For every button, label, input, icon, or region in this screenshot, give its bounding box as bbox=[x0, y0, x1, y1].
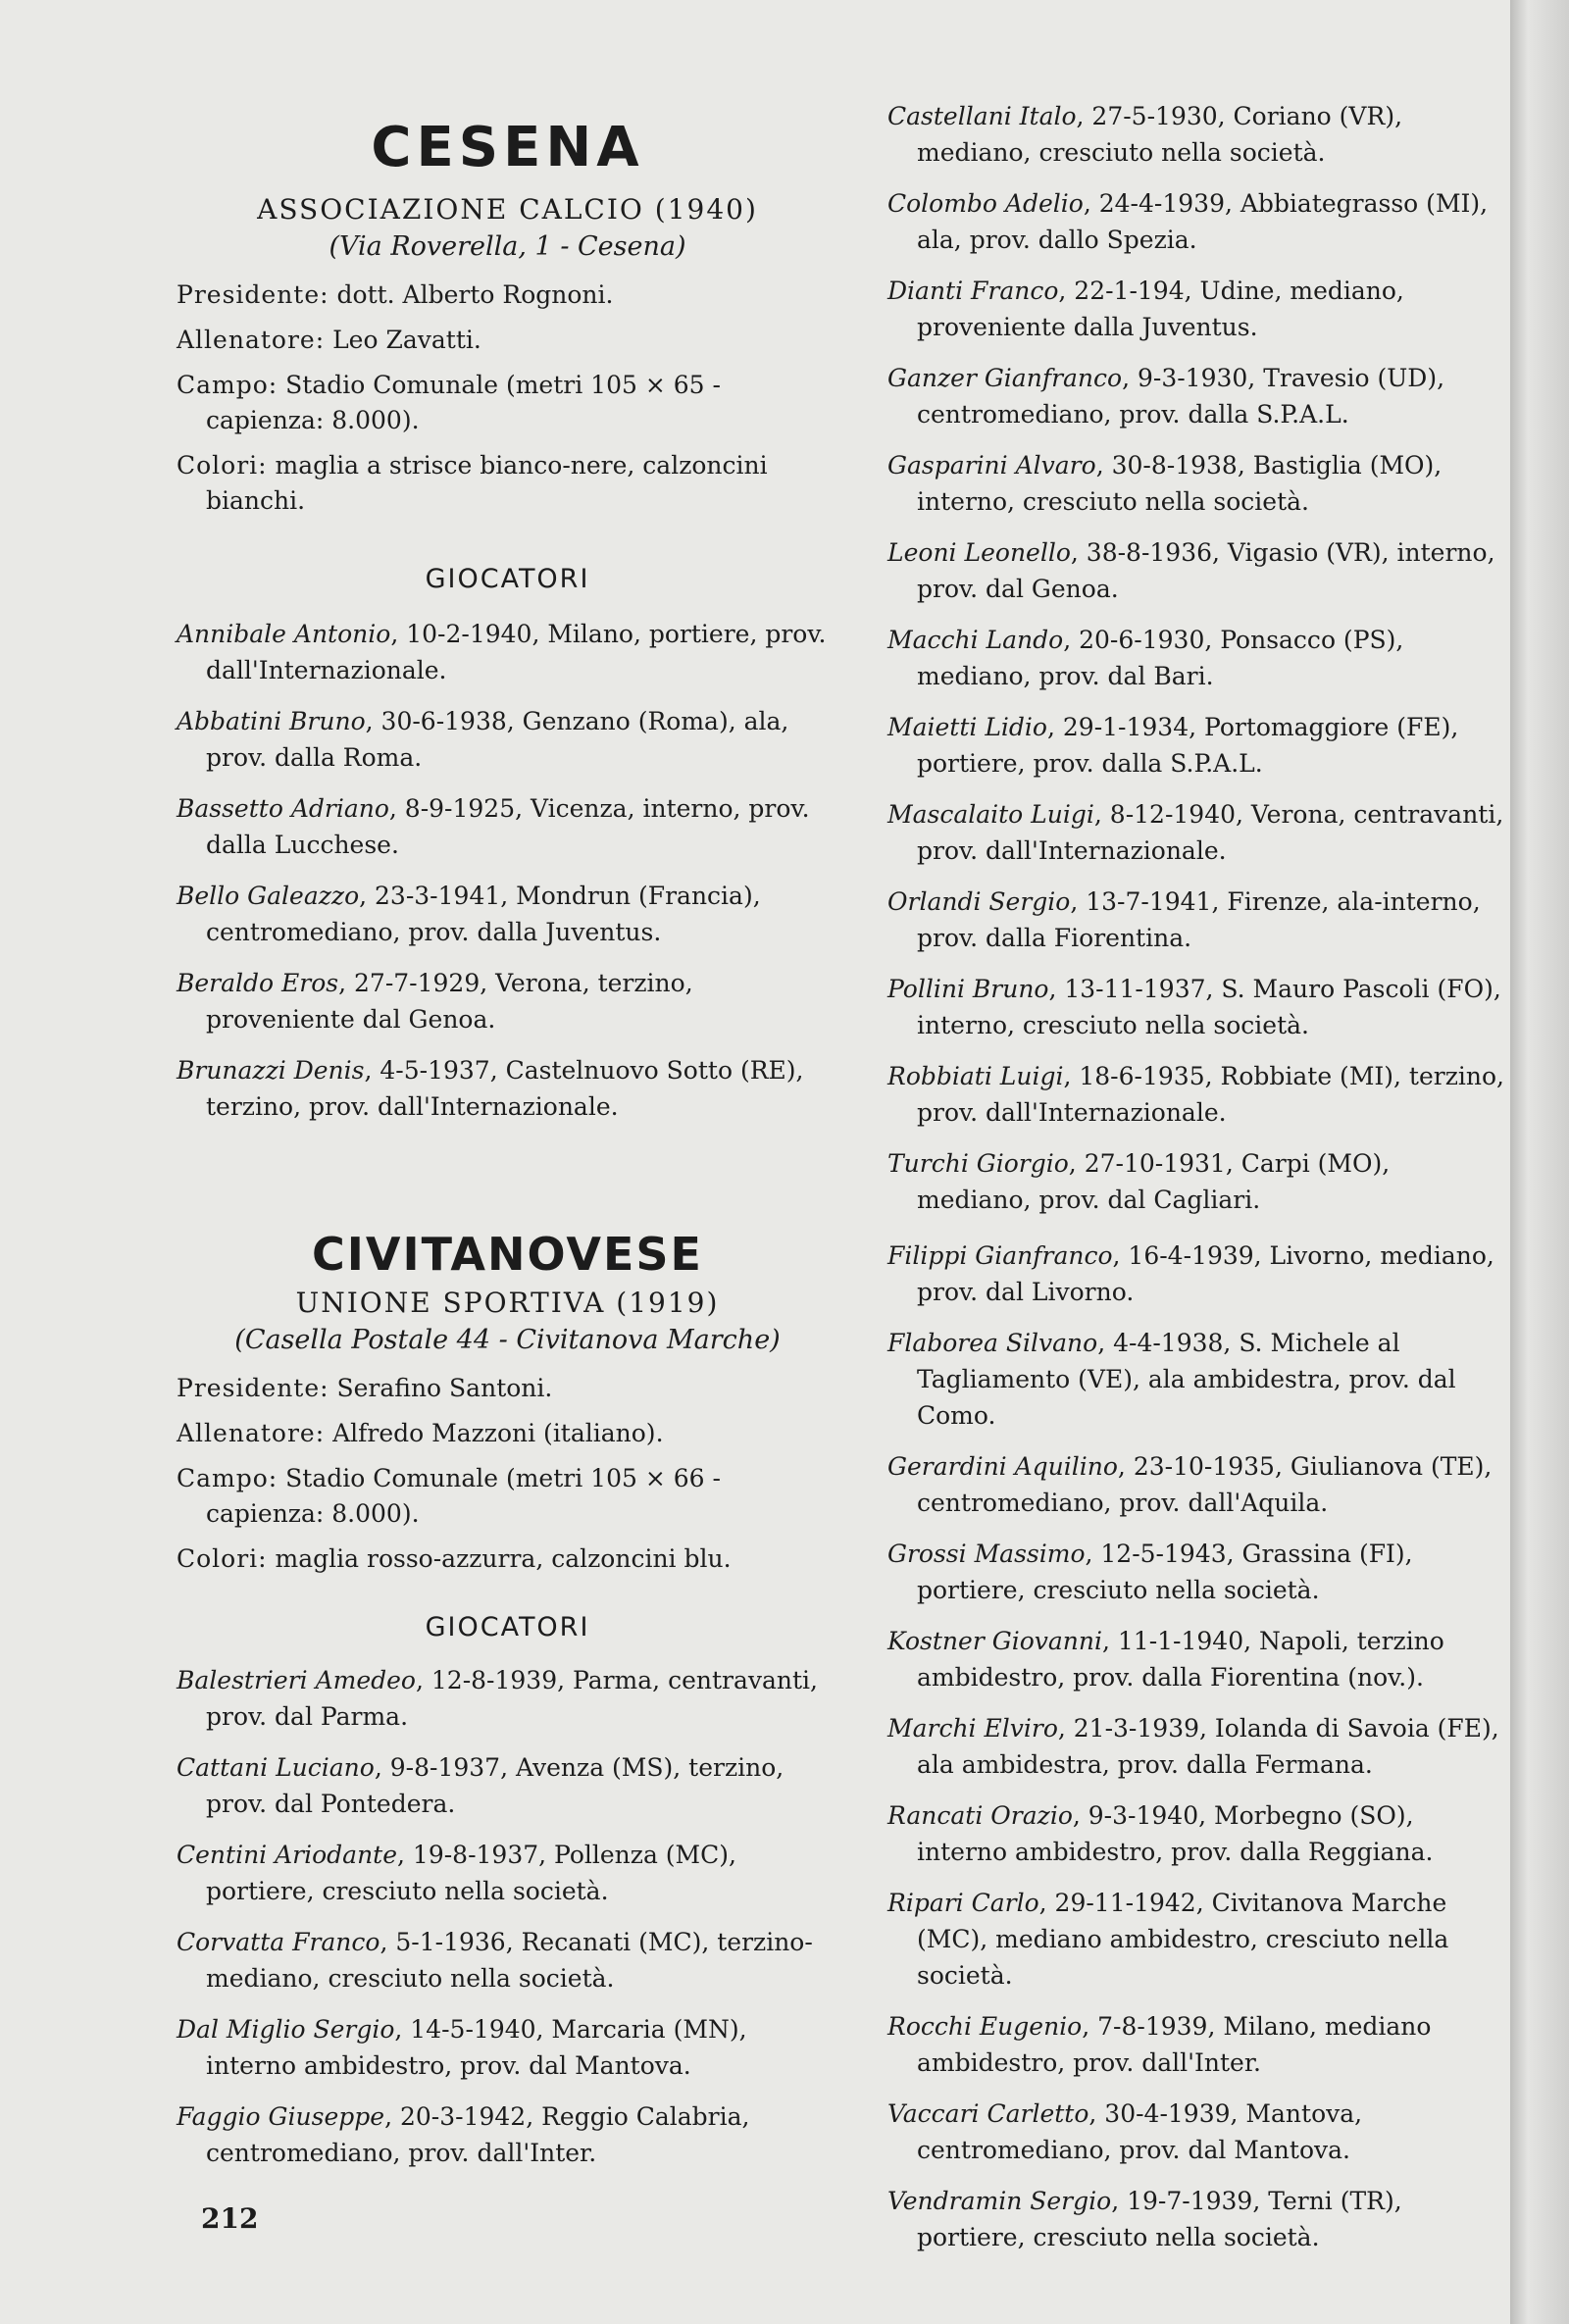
player-list bbox=[887, 98, 1510, 1218]
player-list bbox=[177, 1662, 838, 2171]
player-details: , 9-8-1937, Avenza (MS), terzino, prov. dal Pontedera. bbox=[206, 1753, 784, 1818]
presidente-label: Presidente: bbox=[177, 1374, 329, 1402]
civitanovese-column-right bbox=[887, 1238, 1510, 2270]
section-title-giocatori: GIOCATORI bbox=[425, 1612, 590, 1642]
player-details: , 11-1-1940, Napoli, terzino ambidestro, prov. dalla Fiorentina (nov.). bbox=[917, 1627, 1444, 1692]
player-name: Grossi Massimo bbox=[887, 1540, 1086, 1568]
player-name: Cattani Luciano bbox=[177, 1753, 375, 1782]
player-entry bbox=[887, 1325, 1510, 1434]
player-details: , 23-3-1941, Mondrun (Francia), centromediano, prov. dalla Juventus. bbox=[206, 882, 761, 946]
player-details: , 4-5-1937, Castelnuovo Sotto (RE), terzino, prov. dall'Internazionale. bbox=[206, 1056, 804, 1121]
player-details: , 10-2-1940, Milano, portiere, prov. dall'Internazionale. bbox=[206, 620, 827, 684]
player-entry bbox=[177, 703, 838, 776]
player-name: Mascalaito Luigi bbox=[887, 800, 1094, 829]
player-name: Ganzer Gianfranco bbox=[887, 364, 1123, 392]
player-details: , 7-8-1939, Milano, mediano ambidestro, prov. dall'Inter. bbox=[917, 2012, 1432, 2077]
club-info bbox=[177, 1371, 838, 1577]
player-name: Corvatta Franco bbox=[177, 1928, 380, 1956]
player-name: Vaccari Carletto bbox=[887, 2099, 1089, 2128]
player-details: , 27-7-1929, Verona, terzino, proveniente dal Genoa. bbox=[206, 969, 693, 1034]
player-details: , 8-9-1925, Vicenza, interno, prov. dalla Lucchese. bbox=[206, 794, 810, 859]
player-details: , 12-5-1943, Grassina (FI), portiere, cresciuto nella società. bbox=[917, 1540, 1413, 1604]
allenatore-row bbox=[177, 1416, 838, 1451]
player-details: , 14-5-1940, Marcaria (MN), interno ambidestro, prov. dal Mantova. bbox=[206, 2015, 747, 2080]
player-entry bbox=[177, 878, 838, 950]
player-details: , 24-4-1939, Abbiategrasso (MI), ala, prov. dallo Spezia. bbox=[917, 189, 1489, 254]
player-entry bbox=[177, 790, 838, 863]
player-details: , 23-10-1935, Giulianova (TE), centromediano, prov. dall'Aquila. bbox=[917, 1452, 1493, 1517]
player-details: , 18-6-1935, Robbiate (MI), terzino, prov. dall'Internazionale. bbox=[917, 1062, 1504, 1127]
player-name: Annibale Antonio bbox=[177, 620, 391, 648]
player-entry bbox=[887, 971, 1510, 1043]
presidente-value: dott. Alberto Rognoni. bbox=[329, 280, 614, 309]
player-name: Rocchi Eugenio bbox=[887, 2012, 1083, 2041]
player-entry bbox=[887, 2008, 1510, 2081]
club-address: (Casella Postale 44 - Civitanova Marche) bbox=[234, 1325, 781, 1355]
player-entry bbox=[177, 1924, 838, 1996]
player-entry bbox=[177, 616, 838, 688]
player-details: , 20-3-1942, Reggio Calabria, centromediano, prov. dall'Inter. bbox=[206, 2102, 750, 2167]
club-address: (Via Roverella, 1 - Cesena) bbox=[329, 231, 686, 262]
presidente-row bbox=[177, 278, 838, 313]
player-entry bbox=[887, 622, 1510, 694]
colori-value: maglia a strisce bianco-nere, calzoncini bianchi. bbox=[206, 451, 768, 515]
allenatore-label: Allenatore: bbox=[177, 1419, 326, 1447]
club-name-civitanovese: CIVITANOVESE bbox=[312, 1228, 703, 1281]
presidente-row bbox=[177, 1371, 838, 1406]
player-entry bbox=[887, 2096, 1510, 2168]
player-name: Centini Ariodante bbox=[177, 1841, 398, 1869]
player-name: Vendramin Sergio bbox=[887, 2187, 1112, 2215]
player-name: Dal Miglio Sergio bbox=[177, 2015, 395, 2044]
cesena-column-right bbox=[887, 98, 1510, 1233]
page-number: 212 bbox=[201, 2202, 259, 2235]
allenatore-value: Alfredo Mazzoni (italiano). bbox=[325, 1419, 664, 1447]
player-entry bbox=[887, 273, 1510, 345]
club-subtitle: UNIONE SPORTIVA (1919) bbox=[295, 1287, 720, 1319]
campo-label: Campo: bbox=[177, 371, 278, 399]
player-entry bbox=[887, 1145, 1510, 1218]
player-entry bbox=[887, 1536, 1510, 1608]
club-info bbox=[177, 278, 838, 519]
player-details: , 30-8-1938, Bastiglia (MO), interno, cresciuto nella società. bbox=[917, 451, 1442, 516]
presidente-value: Serafino Santoni. bbox=[329, 1374, 553, 1402]
campo-row bbox=[177, 1461, 838, 1532]
club-name-cesena: CESENA bbox=[371, 116, 644, 179]
player-details: , 9-3-1940, Morbegno (SO), interno ambidestro, prov. dalla Reggiana. bbox=[917, 1801, 1434, 1866]
player-name: Abbatini Bruno bbox=[177, 707, 366, 735]
player-details: , 27-10-1931, Carpi (MO), mediano, prov. dal Cagliari. bbox=[917, 1149, 1391, 1214]
player-name: Castellani Italo bbox=[887, 102, 1077, 130]
colori-row bbox=[177, 1541, 838, 1577]
player-name: Turchi Giorgio bbox=[887, 1149, 1069, 1178]
campo-label: Campo: bbox=[177, 1464, 278, 1492]
player-details: , 4-4-1938, S. Michele al Tagliamento (VE), ala ambidestra, prov. dal Como. bbox=[917, 1329, 1456, 1430]
player-details: , 29-1-1934, Portomaggiore (FE), portiere, prov. dalla S.P.A.L. bbox=[917, 713, 1459, 778]
player-name: Gasparini Alvaro bbox=[887, 451, 1096, 480]
campo-value: Stadio Comunale (metri 105 × 65 - capienza: 8.000). bbox=[206, 371, 721, 434]
player-name: Flaborea Silvano bbox=[887, 1329, 1098, 1357]
next-page-edge bbox=[1510, 0, 1569, 2324]
campo-row bbox=[177, 368, 838, 438]
player-entry bbox=[887, 884, 1510, 956]
player-name: Faggio Giuseppe bbox=[177, 2102, 385, 2131]
player-entry bbox=[887, 1623, 1510, 1695]
player-name: Brunazzi Denis bbox=[177, 1056, 365, 1085]
player-details: , 13-7-1941, Firenze, ala-interno, prov. dalla Fiorentina. bbox=[917, 887, 1481, 952]
player-name: Macchi Lando bbox=[887, 626, 1064, 654]
player-name: Orlandi Sergio bbox=[887, 887, 1071, 916]
player-entry bbox=[887, 360, 1510, 432]
player-details: , 27-5-1930, Coriano (VR), mediano, cresciuto nella società. bbox=[917, 102, 1403, 167]
player-entry bbox=[887, 1058, 1510, 1131]
player-name: Marchi Elviro bbox=[887, 1714, 1058, 1743]
colori-label: Colori: bbox=[177, 451, 268, 480]
player-details: , 29-11-1942, Civitanova Marche (MC), mediano ambidestro, cresciuto nella società. bbox=[917, 1889, 1449, 1990]
player-entry bbox=[887, 1710, 1510, 1783]
player-details: , 16-4-1939, Livorno, mediano, prov. dal Livorno. bbox=[917, 1241, 1494, 1306]
player-details: , 13-11-1937, S. Mauro Pascoli (FO), interno, cresciuto nella società. bbox=[917, 975, 1501, 1039]
player-name: Balestrieri Amedeo bbox=[177, 1666, 416, 1694]
player-list bbox=[887, 1238, 1510, 2255]
campo-value: Stadio Comunale (metri 105 × 66 - capienza: 8.000). bbox=[206, 1464, 721, 1528]
player-name: Colombo Adelio bbox=[887, 189, 1084, 218]
player-entry bbox=[887, 1238, 1510, 1310]
player-details: , 5-1-1936, Recanati (MC), terzino-mediano, cresciuto nella società. bbox=[206, 1928, 813, 1993]
player-name: Beraldo Eros bbox=[177, 969, 339, 997]
colori-row bbox=[177, 448, 838, 519]
player-entry bbox=[177, 1749, 838, 1822]
player-entry bbox=[887, 1885, 1510, 1994]
player-entry bbox=[887, 709, 1510, 782]
player-entry bbox=[177, 2011, 838, 2084]
player-details: , 22-1-194, Udine, mediano, proveniente dalla Juventus. bbox=[917, 277, 1404, 341]
player-details: , 38-8-1936, Vigasio (VR), interno, prov. dal Genoa. bbox=[917, 538, 1495, 603]
player-entry bbox=[887, 2183, 1510, 2255]
player-details: , 12-8-1939, Parma, centravanti, prov. dal Parma. bbox=[206, 1666, 818, 1731]
allenatore-value: Leo Zavatti. bbox=[325, 326, 481, 354]
player-entry bbox=[177, 965, 838, 1037]
player-details: , 19-7-1939, Terni (TR), portiere, cresciuto nella società. bbox=[917, 2187, 1402, 2251]
player-details: , 8-12-1940, Verona, centravanti, prov. dall'Internazionale. bbox=[917, 800, 1504, 865]
player-details: , 21-3-1939, Iolanda di Savoia (FE), ala ambidestra, prov. dalla Fermana. bbox=[917, 1714, 1499, 1779]
player-name: Robbiati Luigi bbox=[887, 1062, 1064, 1090]
player-name: Bello Galeazzo bbox=[177, 882, 360, 910]
presidente-label: Presidente: bbox=[177, 280, 329, 309]
colori-label: Colori: bbox=[177, 1544, 268, 1573]
player-name: Pollini Bruno bbox=[887, 975, 1049, 1003]
player-name: Kostner Giovanni bbox=[887, 1627, 1102, 1655]
player-details: , 30-6-1938, Genzano (Roma), ala, prov. dalla Roma. bbox=[206, 707, 789, 772]
player-entry bbox=[887, 447, 1510, 520]
player-entry bbox=[887, 1448, 1510, 1521]
colori-value: maglia rosso-azzurra, calzoncini blu. bbox=[267, 1544, 732, 1573]
player-entry bbox=[887, 1797, 1510, 1870]
player-name: Rancati Orazio bbox=[887, 1801, 1073, 1830]
player-entry bbox=[177, 1837, 838, 1909]
allenatore-row bbox=[177, 323, 838, 358]
player-entry bbox=[887, 534, 1510, 607]
player-name: Gerardini Aquilino bbox=[887, 1452, 1118, 1481]
player-entry bbox=[177, 1052, 838, 1125]
player-details: , 30-4-1939, Mantova, centromediano, prov. dal Mantova. bbox=[917, 2099, 1363, 2164]
player-name: Leoni Leonello bbox=[887, 538, 1071, 567]
player-name: Ripari Carlo bbox=[887, 1889, 1039, 1917]
player-entry bbox=[887, 796, 1510, 869]
cesena-column-left bbox=[177, 116, 838, 1139]
player-name: Bassetto Adriano bbox=[177, 794, 389, 823]
player-entry bbox=[887, 98, 1510, 171]
civitanovese-column-left bbox=[177, 1228, 838, 2186]
player-entry bbox=[177, 1662, 838, 1735]
player-entry bbox=[887, 185, 1510, 258]
player-list bbox=[177, 616, 838, 1125]
player-details: , 20-6-1930, Ponsacco (PS), mediano, prov. dal Bari. bbox=[917, 626, 1404, 690]
club-subtitle: ASSOCIAZIONE CALCIO (1940) bbox=[257, 193, 758, 226]
player-name: Dianti Franco bbox=[887, 277, 1059, 305]
player-entry bbox=[177, 2098, 838, 2171]
allenatore-label: Allenatore: bbox=[177, 326, 326, 354]
player-name: Maietti Lidio bbox=[887, 713, 1047, 741]
player-name: Filippi Gianfranco bbox=[887, 1241, 1113, 1270]
player-details: , 19-8-1937, Pollenza (MC), portiere, cresciuto nella società. bbox=[206, 1841, 736, 1905]
section-title-giocatori: GIOCATORI bbox=[425, 564, 590, 594]
player-details: , 9-3-1930, Travesio (UD), centromediano, prov. dalla S.P.A.L. bbox=[917, 364, 1445, 429]
